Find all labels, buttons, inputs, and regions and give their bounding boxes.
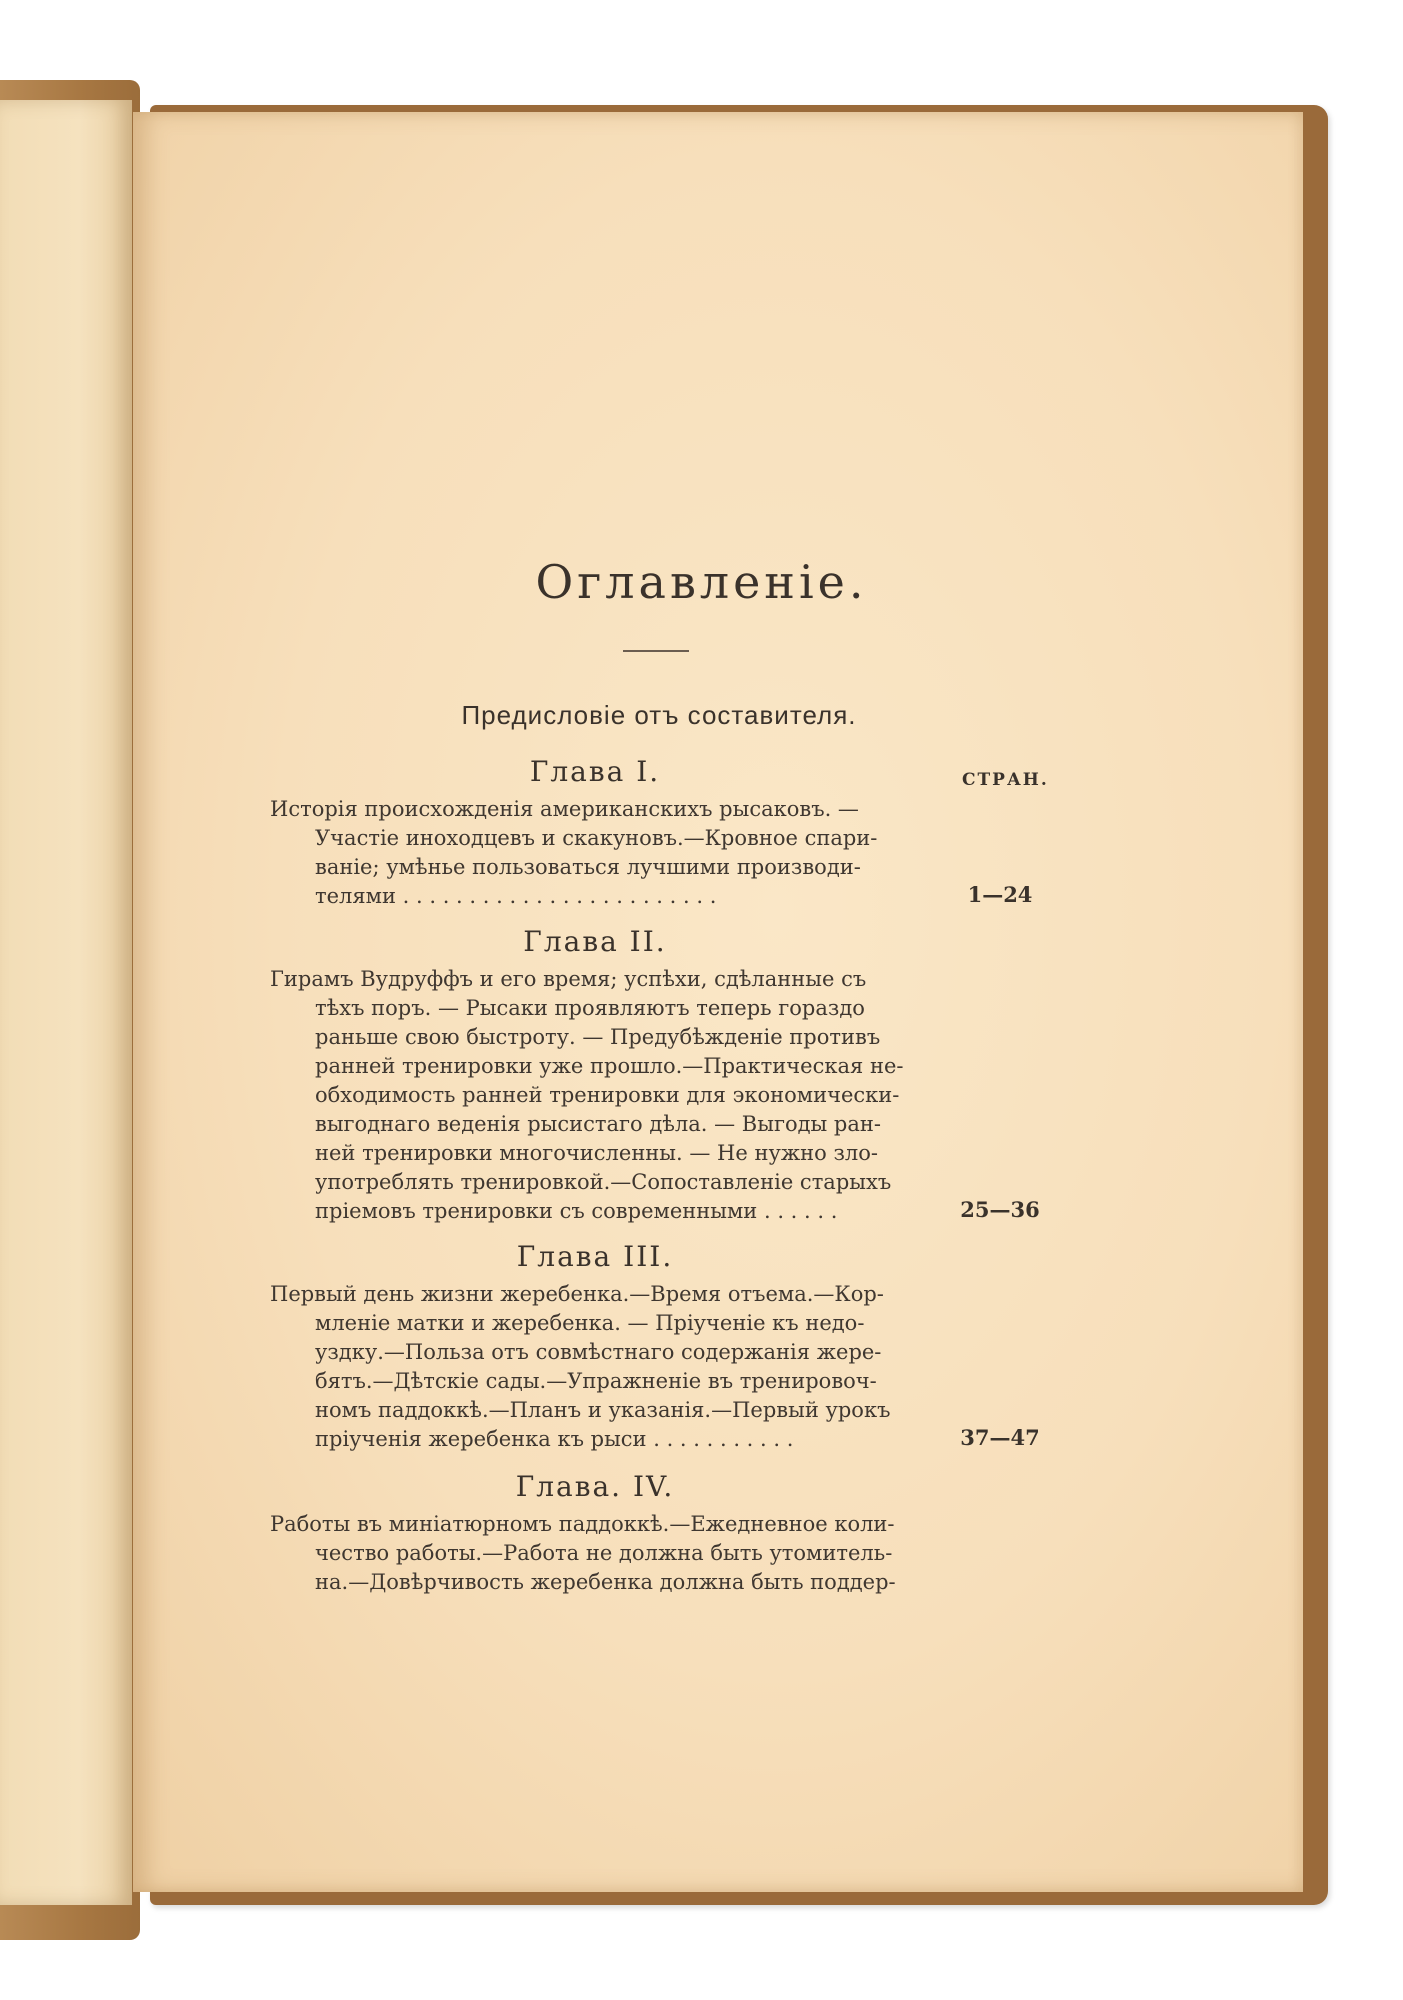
chapter-heading: Глава I. [529, 755, 661, 788]
left-page [0, 100, 132, 1905]
summary-line: Исторія происхожденія американскихъ рысаковъ. — [270, 797, 859, 821]
summary-line: тѣхъ поръ. — Рысаки проявляютъ теперь гораздо [315, 996, 865, 1020]
chapter-summary [270, 1280, 935, 1454]
summary-line: употреблять тренировкой.—Сопоставленіе старыхъ [315, 1170, 892, 1194]
summary-line: Гирамъ Вудруффъ и его время; успѣхи, сдѣланные съ [270, 967, 867, 991]
summary-line: Участіе иноходцевъ и скакуновъ.—Кровное спари- [315, 826, 878, 850]
chapter-heading: Глава II. [523, 925, 667, 958]
summary-line: Работы въ миніатюрномъ паддоккѣ.—Ежедневное коли- [270, 1512, 895, 1536]
chapter-summary [270, 1510, 935, 1597]
chapter-heading: Глава. IV. [515, 1470, 675, 1503]
chapter-summary [270, 965, 935, 1226]
page-range: 1—24 [967, 882, 1033, 907]
summary-line: ваніе; умѣнье пользоваться лучшими производи- [315, 855, 861, 879]
pages-column-label: СТРАН. [962, 770, 1049, 790]
preface-line: Предисловіе отъ составителя. [461, 700, 857, 730]
summary-line: Первый день жизни жеребенка.—Время отъема.—Кор- [270, 1282, 884, 1306]
summary-line: телями . . . . . . . . . . . . . . . . . . . . . . . . [315, 884, 717, 908]
page-range: 25—36 [960, 1197, 1040, 1222]
summary-line: пріученія жеребенка къ рыси . . . . . . . . . . . [315, 1427, 794, 1451]
summary-line: на.—Довѣрчивость жеребенка должна быть поддер- [315, 1570, 896, 1594]
summary-line: раньше свою быстроту. — Предубѣжденіе противъ [315, 1025, 881, 1049]
summary-line: ней тренировки многочисленны. — Не нужно зло- [315, 1141, 878, 1165]
summary-line: чество работы.—Работа не должна быть утомитель- [315, 1541, 893, 1565]
summary-line: выгоднаго веденія рысистаго дѣла. — Выгоды ран- [315, 1112, 881, 1136]
summary-line: ранней тренировки уже прошло.—Практическая не- [315, 1054, 904, 1078]
summary-line: мленіе матки и жеребенка. — Пріученіе къ недо- [315, 1311, 865, 1335]
summary-line: обходимость ранней тренировки для экономически- [315, 1083, 900, 1107]
summary-line: пріемовъ тренировки съ современными . . . . . . [315, 1199, 838, 1223]
summary-line: номъ паддоккѣ.—Планъ и указанія.—Первый урокъ [315, 1398, 891, 1422]
chapter-summary [270, 795, 935, 911]
summary-line: бятъ.—Дѣтскіе сады.—Упражненіе въ тренировоч- [315, 1369, 877, 1393]
page-range: 37—47 [960, 1425, 1040, 1450]
title-divider [623, 650, 689, 652]
summary-line: уздку.—Польза отъ совмѣстнаго содержанія жере- [315, 1340, 882, 1364]
chapter-heading: Глава III. [516, 1240, 674, 1273]
toc-title: Оглавленіе. [535, 555, 868, 609]
